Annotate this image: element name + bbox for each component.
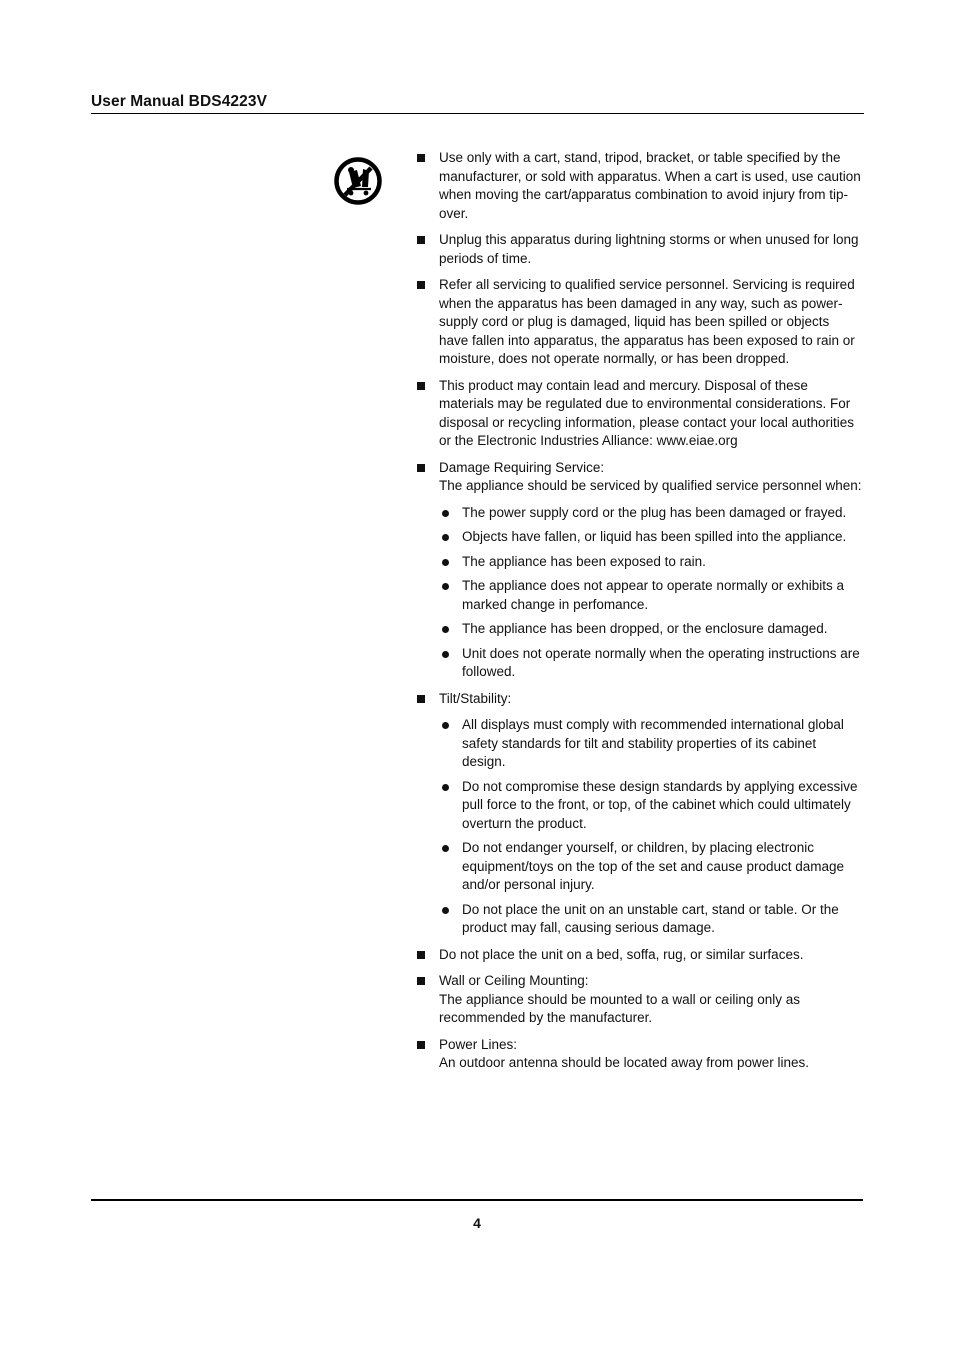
page-header-title: User Manual BDS4223V [91,93,268,110]
page-number: 4 [473,1215,481,1231]
safety-item [414,946,862,965]
square-bullet-icon [417,951,425,959]
round-bullet-icon [442,907,449,914]
safety-item-text: Tilt/Stability: [439,690,512,706]
safety-subitem [439,577,862,614]
safety-subitem-text: Objects have fallen, or liquid has been spilled into the appliance. [462,529,847,544]
square-bullet-icon [417,695,425,703]
safety-subitem [439,528,862,547]
no-cart-tip-over-icon [333,156,383,206]
safety-item-text: This product may contain lead and mercury. Disposal of these materials may be regulated due to environmental considerations. For disposal or recycling information, please contact your local authorities or the Electronic Industries Alliance: www.eiae.org [439,377,854,448]
square-bullet-icon [417,464,425,472]
safety-subitem-list [439,504,862,682]
round-bullet-icon [442,559,449,566]
safety-item-text: Damage Requiring Service: [439,459,605,475]
safety-subitem-text: Do not endanger yourself, or children, by placing electronic equipment/toys on the top of the set and cause product damage and/or personal injury. [462,840,845,892]
safety-item-text: Do not place the unit on a bed, soffa, rug, or similar surfaces. [439,946,804,962]
safety-subitem [439,716,862,772]
safety-subitem-text: Do not compromise these design standards by applying excessive pull force to the front, or top, of the cabinet which could ultimately overturn the product. [462,778,858,831]
safety-subitem-text: All displays must comply with recommended international global safety standards for tilt and stability properties of its cabinet design. [462,717,844,769]
square-bullet-icon [417,382,425,390]
safety-item [414,149,862,223]
safety-subitem [439,901,862,938]
square-bullet-icon [417,1041,425,1049]
safety-item-text: Use only with a cart, stand, tripod, bracket, or table specified by the manufacturer, or sold with apparatus. When a cart is used, use caution when moving the cart/apparatus combination to avoid injury from tip-over. [439,150,861,221]
round-bullet-icon [442,845,449,852]
safety-item-text: Power Lines: [439,1036,518,1052]
safety-item [414,972,862,1028]
safety-subitem [439,553,862,572]
round-bullet-icon [442,534,449,541]
safety-subitem [439,504,862,523]
safety-item [414,231,862,268]
header-divider [91,113,864,114]
safety-item [414,276,862,369]
safety-subitem-list [439,716,862,938]
safety-subitem [439,620,862,639]
square-bullet-icon [417,154,425,162]
square-bullet-icon [417,977,425,985]
safety-item [414,377,862,451]
safety-subitem [439,839,862,895]
safety-item-text: Wall or Ceiling Mounting: [439,973,589,988]
footer-divider [91,1199,863,1201]
safety-subitem-text: The appliance has been exposed to rain. [462,553,706,569]
safety-item [414,690,862,938]
square-bullet-icon [417,236,425,244]
safety-subitem [439,645,862,682]
safety-instructions-list [414,149,862,1081]
safety-item-detail: An outdoor antenna should be located away from power lines. [439,1055,809,1070]
safety-subitem-text: The appliance does not appear to operate normally or exhibits a marked change in perfomance. [462,578,844,612]
round-bullet-icon [442,583,449,590]
round-bullet-icon [442,784,449,791]
round-bullet-icon [442,626,449,633]
round-bullet-icon [442,651,449,658]
safety-subitem-text: The power supply cord or the plug has been damaged or frayed. [462,504,847,520]
round-bullet-icon [442,722,449,729]
safety-subitem [439,778,862,834]
safety-item-detail: The appliance should be mounted to a wall or ceiling only as recommended by the manufacturer. [439,991,800,1025]
round-bullet-icon [442,510,449,517]
safety-subitem-text: Unit does not operate normally when the operating instructions are followed. [462,645,860,679]
square-bullet-icon [417,281,425,289]
safety-item-text: Refer all servicing to qualified service personnel. Servicing is required when the apparatus has been damaged in any way, such as power-supply cord or plug is damaged, liquid has been spilled or objects have fallen into apparatus, the apparatus has been exposed to rain or moisture, does not operate normally, or has been dropped. [439,277,855,366]
safety-item-detail: The appliance should be serviced by qualified service personnel when: [439,478,862,493]
safety-item [414,1036,862,1073]
safety-subitem-text: The appliance has been dropped, or the enclosure damaged. [462,621,828,636]
safety-subitem-text: Do not place the unit on an unstable cart, stand or table. Or the product may fall, causing serious damage. [462,901,839,935]
safety-item-text: Unplug this apparatus during lightning storms or when unused for long periods of time. [439,232,859,266]
safety-item [414,459,862,682]
